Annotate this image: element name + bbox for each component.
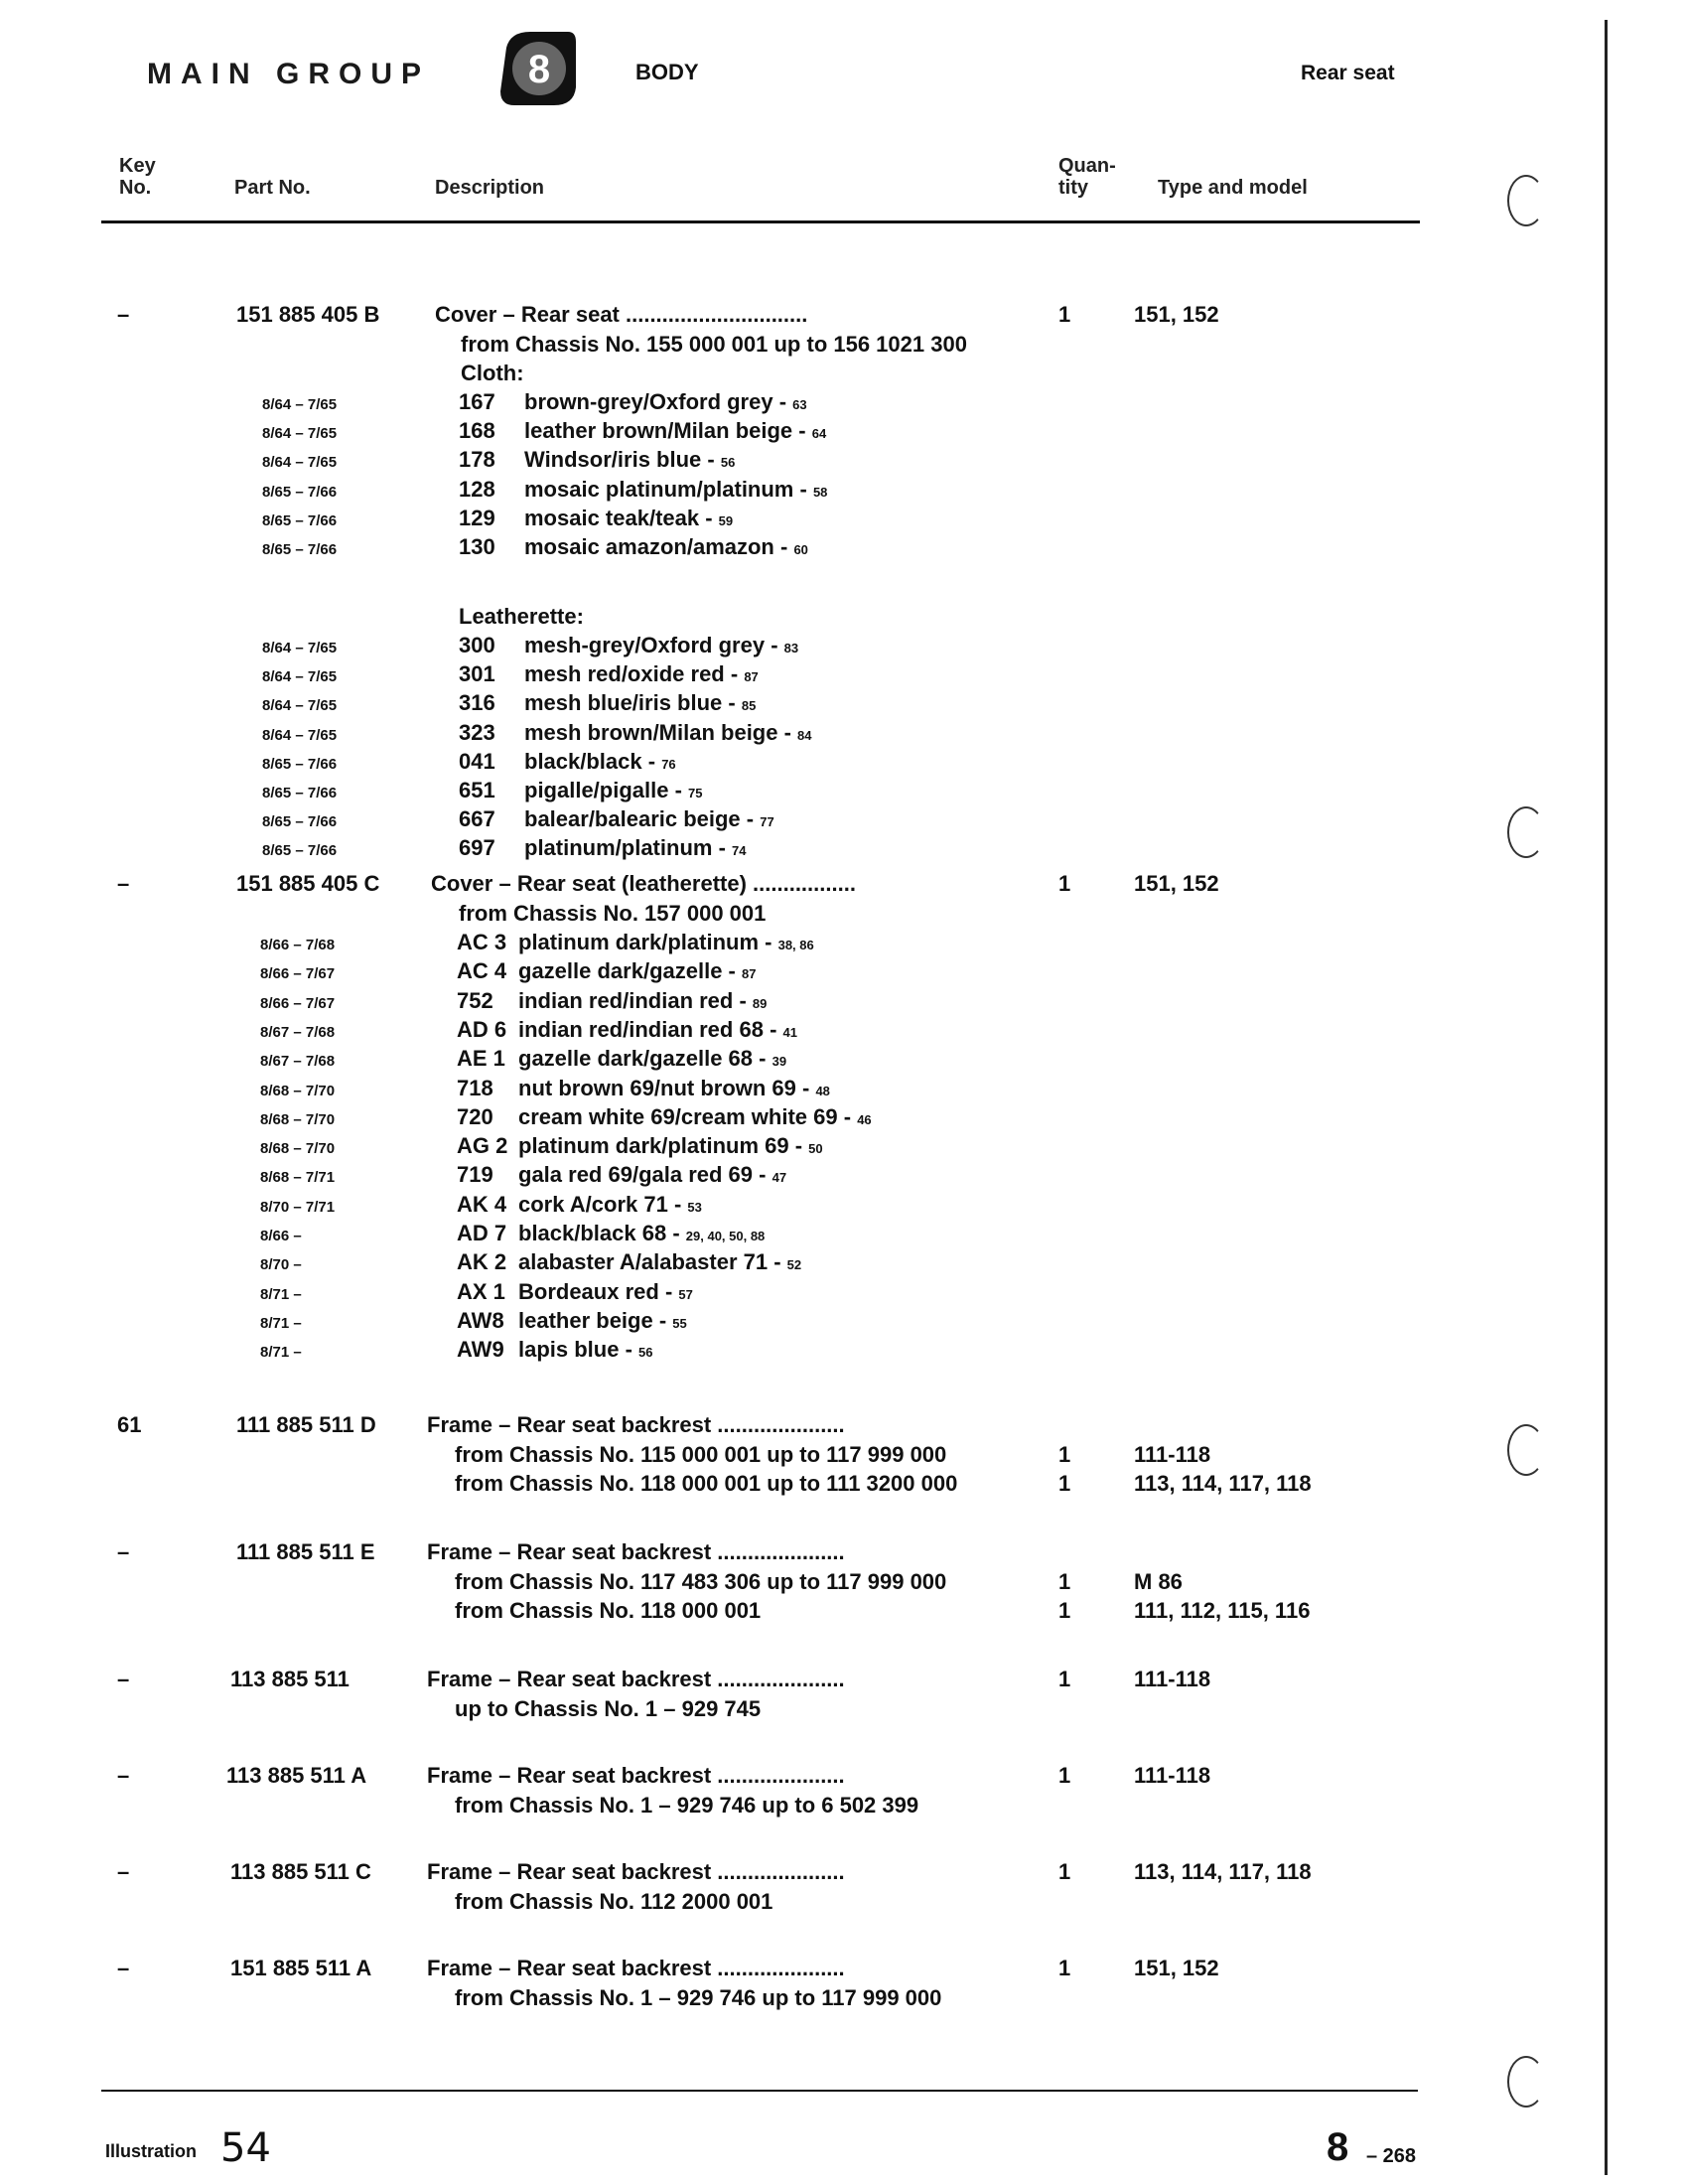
variant-name-text: platinum dark/platinum: [518, 930, 760, 954]
entry-key: –: [117, 1763, 130, 1788]
variant-date-range: 8/67 – 7/68: [260, 1023, 336, 1041]
entry-part-number: 113 885 511: [230, 1667, 350, 1691]
entry-key: –: [117, 1859, 130, 1884]
variant-separator: -: [792, 418, 812, 444]
entry-type-model: 151, 152: [1134, 871, 1219, 896]
entry-note-type-model: 113, 114, 117, 118: [1134, 1471, 1312, 1496]
entry-note-quantity: 1: [1058, 1569, 1071, 1594]
variant-code: 129: [459, 505, 495, 530]
entry-type-model: 113, 114, 117, 118: [1134, 1859, 1312, 1884]
variant-name: [524, 661, 759, 687]
variant-code: 041: [459, 748, 495, 774]
variant-name-text: cork A/cork 71: [518, 1191, 668, 1217]
entry-note: from Chassis No. 155 000 001 up to 156 1021 300: [461, 332, 967, 357]
variant-date-range: 8/68 – 7/70: [260, 1110, 336, 1128]
page-number-major: 8: [1327, 2125, 1349, 2169]
entry-note-type-model: 111-118: [1134, 1442, 1211, 1467]
illustration-number: 54: [220, 2125, 271, 2171]
variant-name-text: Bordeaux red: [518, 1278, 659, 1304]
variant-name: [518, 1221, 765, 1246]
variant-date-range: 8/66 – 7/67: [260, 965, 336, 983]
variant-code: 167: [459, 389, 495, 414]
col-description-header: Description: [435, 177, 545, 199]
variant-date-range: 8/66 – 7/67: [260, 994, 336, 1012]
variant-illustration-ref: 87: [744, 669, 759, 685]
group-number-badge: [496, 28, 578, 109]
entry-quantity: 1: [1058, 1859, 1071, 1884]
variant-separator: -: [763, 1016, 783, 1042]
variant-code: 178: [459, 447, 495, 473]
variant-code: AK 2: [457, 1249, 507, 1275]
entry-part-number: 151 885 511 A: [230, 1956, 372, 1980]
col-part-header: Part No.: [234, 177, 311, 199]
variant-code: AG 2: [457, 1133, 508, 1159]
variant-code: AW8: [457, 1307, 504, 1333]
entry-type-model: 151, 152: [1134, 1956, 1219, 1980]
entry-note: from Chassis No. 118 000 001: [455, 1598, 762, 1623]
variant-separator: -: [641, 748, 662, 774]
entry-key: –: [117, 1539, 130, 1564]
variant-illustration-ref: 60: [793, 542, 808, 557]
variant-name-text: indian red/indian red 68: [518, 1016, 764, 1042]
variant-code: 300: [459, 633, 495, 657]
entry-note: from Chassis No. 1 – 929 746 up to 117 999 000: [455, 1985, 942, 2010]
entry-key: –: [117, 1667, 130, 1691]
variant-illustration-ref: 56: [720, 455, 736, 471]
entry-key: –: [117, 302, 130, 327]
variant-code: 697: [459, 835, 495, 861]
variant-code: 651: [459, 778, 495, 802]
variant-name-text: leather brown/Milan beige: [524, 418, 793, 444]
variant-date-range: 8/66 – 7/68: [260, 937, 336, 953]
variant-illustration-ref: 50: [808, 1141, 823, 1157]
variant-name-text: gazelle dark/gazelle 68: [518, 1046, 754, 1072]
variant-row: [0, 477, 1683, 506]
variant-name: [518, 1076, 830, 1101]
variant-name: [518, 1337, 653, 1363]
variant-name-text: mesh brown/Milan beige: [524, 719, 778, 745]
variant-code: AC 4: [457, 958, 507, 984]
variant-illustration-ref: 84: [797, 727, 812, 743]
variant-separator: -: [837, 1103, 858, 1129]
footer-rule: [101, 2090, 1418, 2092]
variant-illustration-ref: 76: [661, 756, 676, 772]
variant-name: [524, 720, 812, 746]
variant-code: AD 7: [457, 1221, 507, 1245]
variant-name: [524, 418, 826, 444]
variant-row: [0, 1221, 1683, 1249]
entry-note-type-model: 111, 112, 115, 116: [1134, 1598, 1311, 1623]
variant-row: [0, 1308, 1683, 1337]
variant-name-text: alabaster A/alabaster 71: [518, 1249, 769, 1275]
variant-illustration-ref: 29, 40, 50, 88: [685, 1229, 766, 1243]
variant-row: [0, 1133, 1683, 1162]
variant-illustration-ref: 48: [815, 1083, 830, 1098]
variant-separator: -: [667, 1191, 688, 1217]
entry-description: Frame – Rear seat backrest .....................: [427, 1763, 845, 1788]
variant-name: [518, 1162, 786, 1188]
variant-date-range: 8/64 – 7/65: [262, 697, 338, 715]
entry-quantity: 1: [1058, 1956, 1071, 1980]
variant-illustration-ref: 57: [678, 1286, 693, 1302]
entry-note: from Chassis No. 117 483 306 up to 117 999 000: [455, 1569, 947, 1594]
entry-part-number: 151 885 405 C: [236, 871, 380, 896]
variant-name: [518, 1308, 687, 1334]
variant-name: [518, 958, 756, 984]
variant-name-text: brown-grey/Oxford grey: [524, 389, 773, 414]
variant-name: [524, 749, 676, 775]
variant-date-range: 8/68 – 7/71: [260, 1169, 336, 1187]
section-title: BODY: [635, 60, 699, 84]
variant-date-range: 8/65 – 7/66: [262, 511, 338, 529]
variant-separator: -: [619, 1337, 639, 1363]
variant-name-text: lapis blue: [518, 1337, 620, 1363]
variant-date-range: 8/64 – 7/65: [262, 396, 338, 413]
variant-name: [518, 988, 767, 1014]
variant-illustration-ref: 89: [752, 995, 768, 1011]
variant-code: 316: [459, 690, 495, 716]
variant-name-text: gazelle dark/gazelle: [518, 958, 723, 984]
entry-type-model: 111-118: [1134, 1763, 1211, 1788]
variant-name-text: mesh-grey/Oxford grey: [524, 633, 766, 657]
entry-part-number: 113 885 511 A: [226, 1763, 367, 1788]
variant-row: [0, 1192, 1683, 1221]
variant-date-range: 8/65 – 7/66: [262, 541, 338, 558]
variant-illustration-ref: 64: [811, 426, 827, 442]
entry-note: from Chassis No. 115 000 001 up to 117 999 000: [455, 1442, 947, 1467]
col-key-line1: Key: [119, 155, 156, 177]
variant-code: AX 1: [457, 1278, 505, 1304]
variant-code: 718: [457, 1075, 493, 1100]
variant-row: [0, 447, 1683, 476]
col-quantity-line2: tity: [1058, 177, 1088, 199]
variant-name-text: black/black 68: [518, 1221, 667, 1245]
variant-date-range: 8/68 – 7/70: [260, 1140, 336, 1158]
variant-row: [0, 389, 1683, 418]
entry-quantity: 1: [1058, 1763, 1071, 1788]
variant-date-range: 8/64 – 7/65: [262, 640, 338, 656]
variant-name-text: platinum dark/platinum 69: [518, 1133, 789, 1159]
variant-separator: -: [759, 930, 778, 954]
variant-name: [524, 477, 827, 503]
variant-name: [524, 447, 735, 473]
variant-name-text: platinum/platinum: [524, 835, 713, 861]
variant-separator: -: [722, 690, 742, 716]
entry-part-number: 111 885 511 D: [236, 1412, 376, 1437]
variant-separator: -: [772, 389, 793, 414]
variant-date-range: 8/65 – 7/66: [262, 785, 338, 801]
variant-row: [0, 835, 1683, 864]
entry-quantity: 1: [1058, 1667, 1071, 1691]
variant-row: [0, 806, 1683, 835]
variant-illustration-ref: 41: [782, 1024, 797, 1040]
variant-row: [0, 1104, 1683, 1133]
col-key-header: [119, 155, 156, 199]
variant-name: [524, 690, 756, 716]
entry-quantity: 1: [1058, 871, 1071, 896]
variant-date-range: 8/64 – 7/65: [262, 454, 338, 472]
variant-separator: -: [753, 1162, 772, 1188]
variant-name: [518, 930, 814, 955]
variant-name-text: mesh red/oxide red: [524, 661, 725, 687]
variant-illustration-ref: 74: [732, 843, 747, 859]
variant-separator: -: [765, 633, 784, 657]
header-rule: [101, 220, 1420, 223]
variant-date-range: 8/71 –: [260, 1285, 302, 1303]
entry-type-model: 151, 152: [1134, 302, 1219, 327]
variant-date-range: 8/68 – 7/70: [260, 1082, 336, 1099]
variant-name-text: nut brown 69/nut brown 69: [518, 1075, 796, 1100]
variant-date-range: 8/67 – 7/68: [260, 1053, 336, 1071]
variant-date-range: 8/70 – 7/71: [260, 1198, 336, 1216]
variant-separator: -: [768, 1249, 787, 1275]
variant-separator: -: [668, 778, 689, 802]
variant-separator: -: [795, 1075, 816, 1100]
punch-hole-icon: [1507, 2056, 1545, 2108]
variant-name-text: indian red/indian red: [518, 987, 734, 1013]
variant-date-range: 8/70 –: [260, 1256, 302, 1274]
variant-separator: -: [712, 835, 733, 861]
leatherette-label: Leatherette:: [459, 604, 584, 629]
entry-note-type-model: M 86: [1134, 1569, 1183, 1594]
variant-date-range: 8/65 – 7/66: [262, 483, 338, 501]
entry-description: Cover – Rear seat (leatherette) .................: [431, 871, 856, 896]
variant-code: 752: [457, 987, 493, 1013]
variant-name-text: mosaic teak/teak: [524, 505, 700, 530]
entry-note: from Chassis No. 112 2000 001: [455, 1889, 773, 1914]
variant-name-text: gala red 69/gala red 69: [518, 1162, 754, 1188]
variant-code: 719: [457, 1162, 493, 1188]
variant-row: [0, 1337, 1683, 1366]
variant-illustration-ref: 77: [760, 814, 774, 830]
variant-date-range: 8/64 – 7/65: [262, 726, 338, 744]
variant-row: [0, 1162, 1683, 1191]
punch-hole-icon: [1507, 1424, 1545, 1476]
col-quantity-line1: Quan-: [1058, 155, 1116, 177]
variant-row: [0, 1017, 1683, 1046]
variant-row: [0, 690, 1683, 719]
variant-illustration-ref: 83: [783, 641, 799, 655]
variant-row: [0, 1076, 1683, 1104]
variant-name: [524, 835, 746, 861]
variant-name: [518, 1046, 786, 1072]
variant-separator: -: [788, 1133, 809, 1159]
variant-code: 301: [459, 661, 495, 687]
entry-key: –: [117, 871, 130, 896]
variant-name-text: Windsor/iris blue: [524, 447, 702, 473]
variant-row: [0, 661, 1683, 690]
variant-row: [0, 1249, 1683, 1278]
variant-date-range: 8/65 – 7/66: [262, 755, 338, 773]
variant-name: [524, 806, 774, 832]
variant-illustration-ref: 63: [792, 397, 807, 412]
entry-description: Frame – Rear seat backrest .....................: [427, 1956, 845, 1980]
variant-illustration-ref: 52: [786, 1257, 802, 1273]
variant-illustration-ref: 39: [771, 1054, 787, 1070]
variant-date-range: 8/71 –: [260, 1314, 302, 1332]
variant-code: AE 1: [457, 1046, 505, 1072]
variant-illustration-ref: 85: [741, 698, 757, 714]
variant-illustration-ref: 58: [812, 484, 828, 500]
entry-note: from Chassis No. 157 000 001: [459, 901, 767, 926]
variant-illustration-ref: 38, 86: [777, 938, 814, 952]
variant-code: AK 4: [457, 1191, 507, 1217]
variant-code: AW9: [457, 1337, 504, 1363]
variant-separator: -: [733, 987, 753, 1013]
variant-name-text: pigalle/pigalle: [524, 778, 669, 802]
entry-part-number: 111 885 511 E: [236, 1539, 375, 1564]
col-quantity-header: [1058, 155, 1116, 199]
variant-date-range: 8/71 –: [260, 1344, 302, 1362]
variant-code: AD 6: [457, 1016, 507, 1042]
variant-row: [0, 958, 1683, 987]
binder-edge: [1605, 20, 1608, 2175]
variant-row: [0, 418, 1683, 447]
main-group-title: MAIN GROUP: [147, 58, 430, 90]
variant-separator: -: [701, 447, 721, 473]
variant-row: [0, 988, 1683, 1017]
variant-row: [0, 506, 1683, 534]
variant-row: [0, 749, 1683, 778]
variant-code: 168: [459, 418, 495, 444]
variant-name-text: mosaic platinum/platinum: [524, 476, 794, 502]
variant-date-range: 8/64 – 7/65: [262, 425, 338, 443]
variant-separator: -: [699, 505, 719, 530]
variant-illustration-ref: 56: [638, 1345, 653, 1361]
entry-part-number: 151 885 405 B: [236, 302, 380, 327]
illustration-label: Illustration: [105, 2141, 198, 2161]
entry-description: Frame – Rear seat backrest .....................: [427, 1539, 845, 1564]
variant-illustration-ref: 59: [718, 512, 734, 528]
entry-description: Frame – Rear seat backrest .....................: [427, 1412, 845, 1437]
variant-date-range: 8/66 –: [260, 1228, 302, 1244]
variant-name-text: black/black: [524, 748, 642, 774]
variant-date-range: 8/65 – 7/66: [262, 813, 338, 831]
variant-code: 323: [459, 719, 495, 745]
variant-illustration-ref: 46: [857, 1111, 872, 1127]
variant-name-text: mesh blue/iris blue: [524, 690, 723, 716]
variant-name-text: leather beige: [518, 1307, 653, 1333]
entry-note-quantity: 1: [1058, 1442, 1071, 1467]
entry-note-quantity: 1: [1058, 1598, 1071, 1623]
col-key-line2: No.: [119, 177, 152, 199]
entry-note: up to Chassis No. 1 – 929 745: [455, 1696, 762, 1721]
variant-name: [524, 506, 733, 531]
variant-name: [524, 534, 808, 560]
variant-illustration-ref: 53: [687, 1199, 702, 1215]
variant-row: [0, 1046, 1683, 1075]
variant-name: [524, 389, 807, 415]
variant-date-range: 8/65 – 7/66: [262, 842, 338, 860]
subsection-title: Rear seat: [1301, 62, 1395, 84]
variant-separator: -: [753, 1046, 772, 1072]
variant-separator: -: [793, 476, 813, 502]
variant-illustration-ref: 55: [672, 1315, 687, 1331]
variant-code: 128: [459, 476, 495, 502]
variant-name-text: balear/balearic beige: [524, 806, 741, 832]
entry-type-model: 111-118: [1134, 1667, 1211, 1691]
variant-name-text: cream white 69/cream white 69: [518, 1103, 838, 1129]
variant-name: [518, 1192, 702, 1218]
variant-row: [0, 778, 1683, 806]
variant-illustration-ref: 47: [771, 1170, 787, 1186]
variant-separator: -: [777, 719, 798, 745]
variant-name: [518, 1017, 797, 1043]
variant-separator: -: [722, 958, 742, 984]
variant-code: 720: [457, 1103, 493, 1129]
variant-date-range: 8/64 – 7/65: [262, 668, 338, 686]
punch-hole-icon: [1507, 806, 1545, 858]
entry-description: Frame – Rear seat backrest .....................: [427, 1859, 845, 1884]
variant-name: [518, 1133, 823, 1159]
variant-separator: -: [773, 534, 794, 559]
variant-code: AC 3: [457, 930, 507, 954]
punch-hole-icon: [1507, 175, 1545, 226]
entry-quantity: 1: [1058, 302, 1071, 327]
entry-key: 61: [117, 1412, 142, 1437]
page-number-minor: – 268: [1366, 2145, 1417, 2167]
variant-name: [518, 1249, 801, 1275]
entry-description: Frame – Rear seat backrest .....................: [427, 1667, 845, 1691]
variant-name: [524, 778, 703, 803]
variant-code: 130: [459, 534, 495, 559]
variant-row: [0, 633, 1683, 661]
col-type-header: Type and model: [1158, 177, 1308, 199]
variant-separator: -: [740, 806, 761, 832]
entry-key: –: [117, 1956, 130, 1980]
variant-separator: -: [666, 1221, 686, 1245]
entry-note-quantity: 1: [1058, 1471, 1071, 1496]
variant-row: [0, 930, 1683, 958]
variant-code: 667: [459, 806, 495, 832]
variant-separator: -: [658, 1278, 679, 1304]
entry-description: Cover – Rear seat ..............................: [435, 302, 808, 327]
variant-separator: -: [724, 661, 745, 687]
variant-name: [518, 1279, 693, 1305]
group-number: 8: [527, 48, 551, 91]
variant-name: [524, 633, 798, 658]
variant-row: [0, 534, 1683, 563]
variant-name-text: mosaic amazon/amazon: [524, 534, 774, 559]
entry-note: from Chassis No. 118 000 001 up to 111 3200 000: [455, 1471, 958, 1496]
variant-illustration-ref: 87: [742, 966, 757, 982]
entry-note: Cloth:: [461, 361, 524, 385]
variant-row: [0, 1279, 1683, 1308]
variant-row: [0, 720, 1683, 749]
variant-illustration-ref: 75: [688, 786, 703, 801]
variant-name: [518, 1104, 872, 1130]
entry-part-number: 113 885 511 C: [230, 1859, 371, 1884]
variant-separator: -: [652, 1307, 673, 1333]
entry-note: from Chassis No. 1 – 929 746 up to 6 502 399: [455, 1793, 919, 1818]
